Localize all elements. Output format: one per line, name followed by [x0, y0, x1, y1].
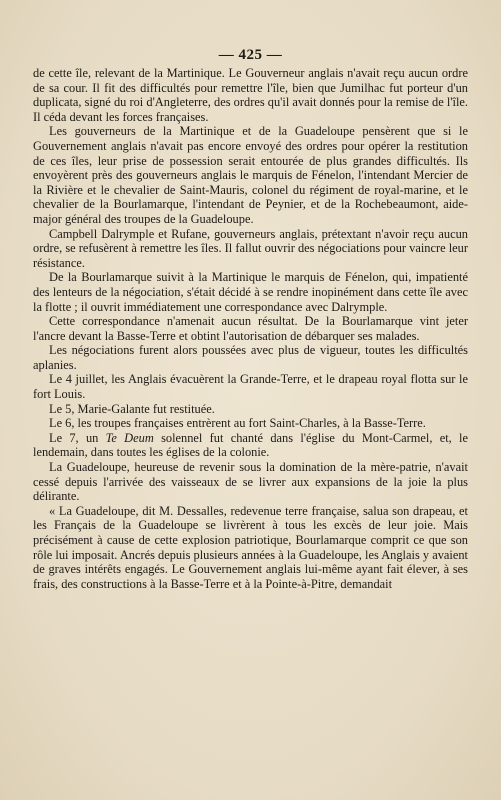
paragraph: Le 5, Marie-Galante fut restituée. [49, 401, 215, 416]
body-text [33, 66, 468, 591]
paragraph: « La Guadeloupe, dit M. Dessalles, redevenue terre française, salua son drapeau, et les Français de la Guadeloupe se livrèrent à tous les excès de leur joie. Mais précisément à cause de cette explosion patriotique, Bourlamarque comprit ce que son rôle lui imposait. Ancrés depuis plusieurs années à la Guadeloupe, les Anglais y avaient de graves intérêts engagés. Le Gouvernement anglais lui-même ayant fait élever, à ses frais, des constructions à la Basse-Terre et à la Pointe-à-Pitre, demandait [33, 503, 468, 591]
paragraph: Le 4 juillet, les Anglais évacuèrent la Grande-Terre, et le drapeau royal flotta sur le fort Louis. [33, 372, 468, 402]
paragraph: De la Bourlamarque suivit à la Martinique le marquis de Fénelon, qui, impatienté des lenteurs de la négociation, s'était décidé à se rendre inopinément dans cette île avec la flotte ; il ouvrit immédiatement une correspondance avec Dalrymple. [33, 270, 468, 314]
paragraph: Le 6, les troupes françaises entrèrent au fort Saint-Charles, à la Basse-Terre. [49, 416, 426, 431]
italic-title: Te Deum [105, 430, 154, 445]
paragraph: de cette île, relevant de la Martinique. Le Gouverneur anglais n'avait reçu aucun ordre de sa cour. Il fit des difficultés pour remettre l'île, bien que Jumilhac fut porteur d'un duplicata, signé du roi d'Angleterre, des ordres qu'il avait donnés pour la remise de l'île. Il céda devant les forces françaises. [33, 66, 468, 124]
paragraph [33, 431, 468, 460]
paragraph: La Guadeloupe, heureuse de revenir sous la domination de la mère-patrie, n'avait cessé depuis l'arrivée des vaisseaux de se livrer aux expansions de la joie la plus délirante. [33, 460, 468, 504]
paragraph: Les gouverneurs de la Martinique et de la Guadeloupe pensèrent que si le Gouvernement anglais n'avait pas encore envoyé des ordres pour opérer la restitution de ces îles, leur prise de possession serait entourée de plus grandes difficultés. Ils envoyèrent près des gouverneurs anglais le marquis de Fénelon, l'intendant Mercier de la Rivière et le chevalier de Saint-Mauris, colonel du régiment de royal-marine, et le chevalier de la Bourlamarque, l'intendant de Peynier, et de la Rochebeaumont, aide-major général des troupes de la Guadeloupe. [33, 124, 468, 226]
paragraph-text-before: Le 7, un [49, 430, 106, 445]
paragraph: Cette correspondance n'amenait aucun résultat. De la Bourlamarque vint jeter l'ancre devant la Basse-Terre et obtint l'autorisation de débarquer ses malades. [33, 314, 468, 343]
paragraph-text-after: solennel fut chanté dans l'église du Mont-Carmel, et, le lendemain, dans toutes les églises de la colonie. [33, 430, 468, 460]
paragraph: Les négociations furent alors poussées avec plus de vigueur, toutes les difficultés aplanies. [33, 343, 468, 372]
paragraph: Campbell Dalrymple et Rufane, gouverneurs anglais, prétextant n'avoir reçu aucun ordre, se refusèrent à remettre les îles. Il fallut ouvrir des négociations pour vaincre leur résistance. [33, 226, 468, 270]
page-number: — 425 — [218, 47, 283, 63]
